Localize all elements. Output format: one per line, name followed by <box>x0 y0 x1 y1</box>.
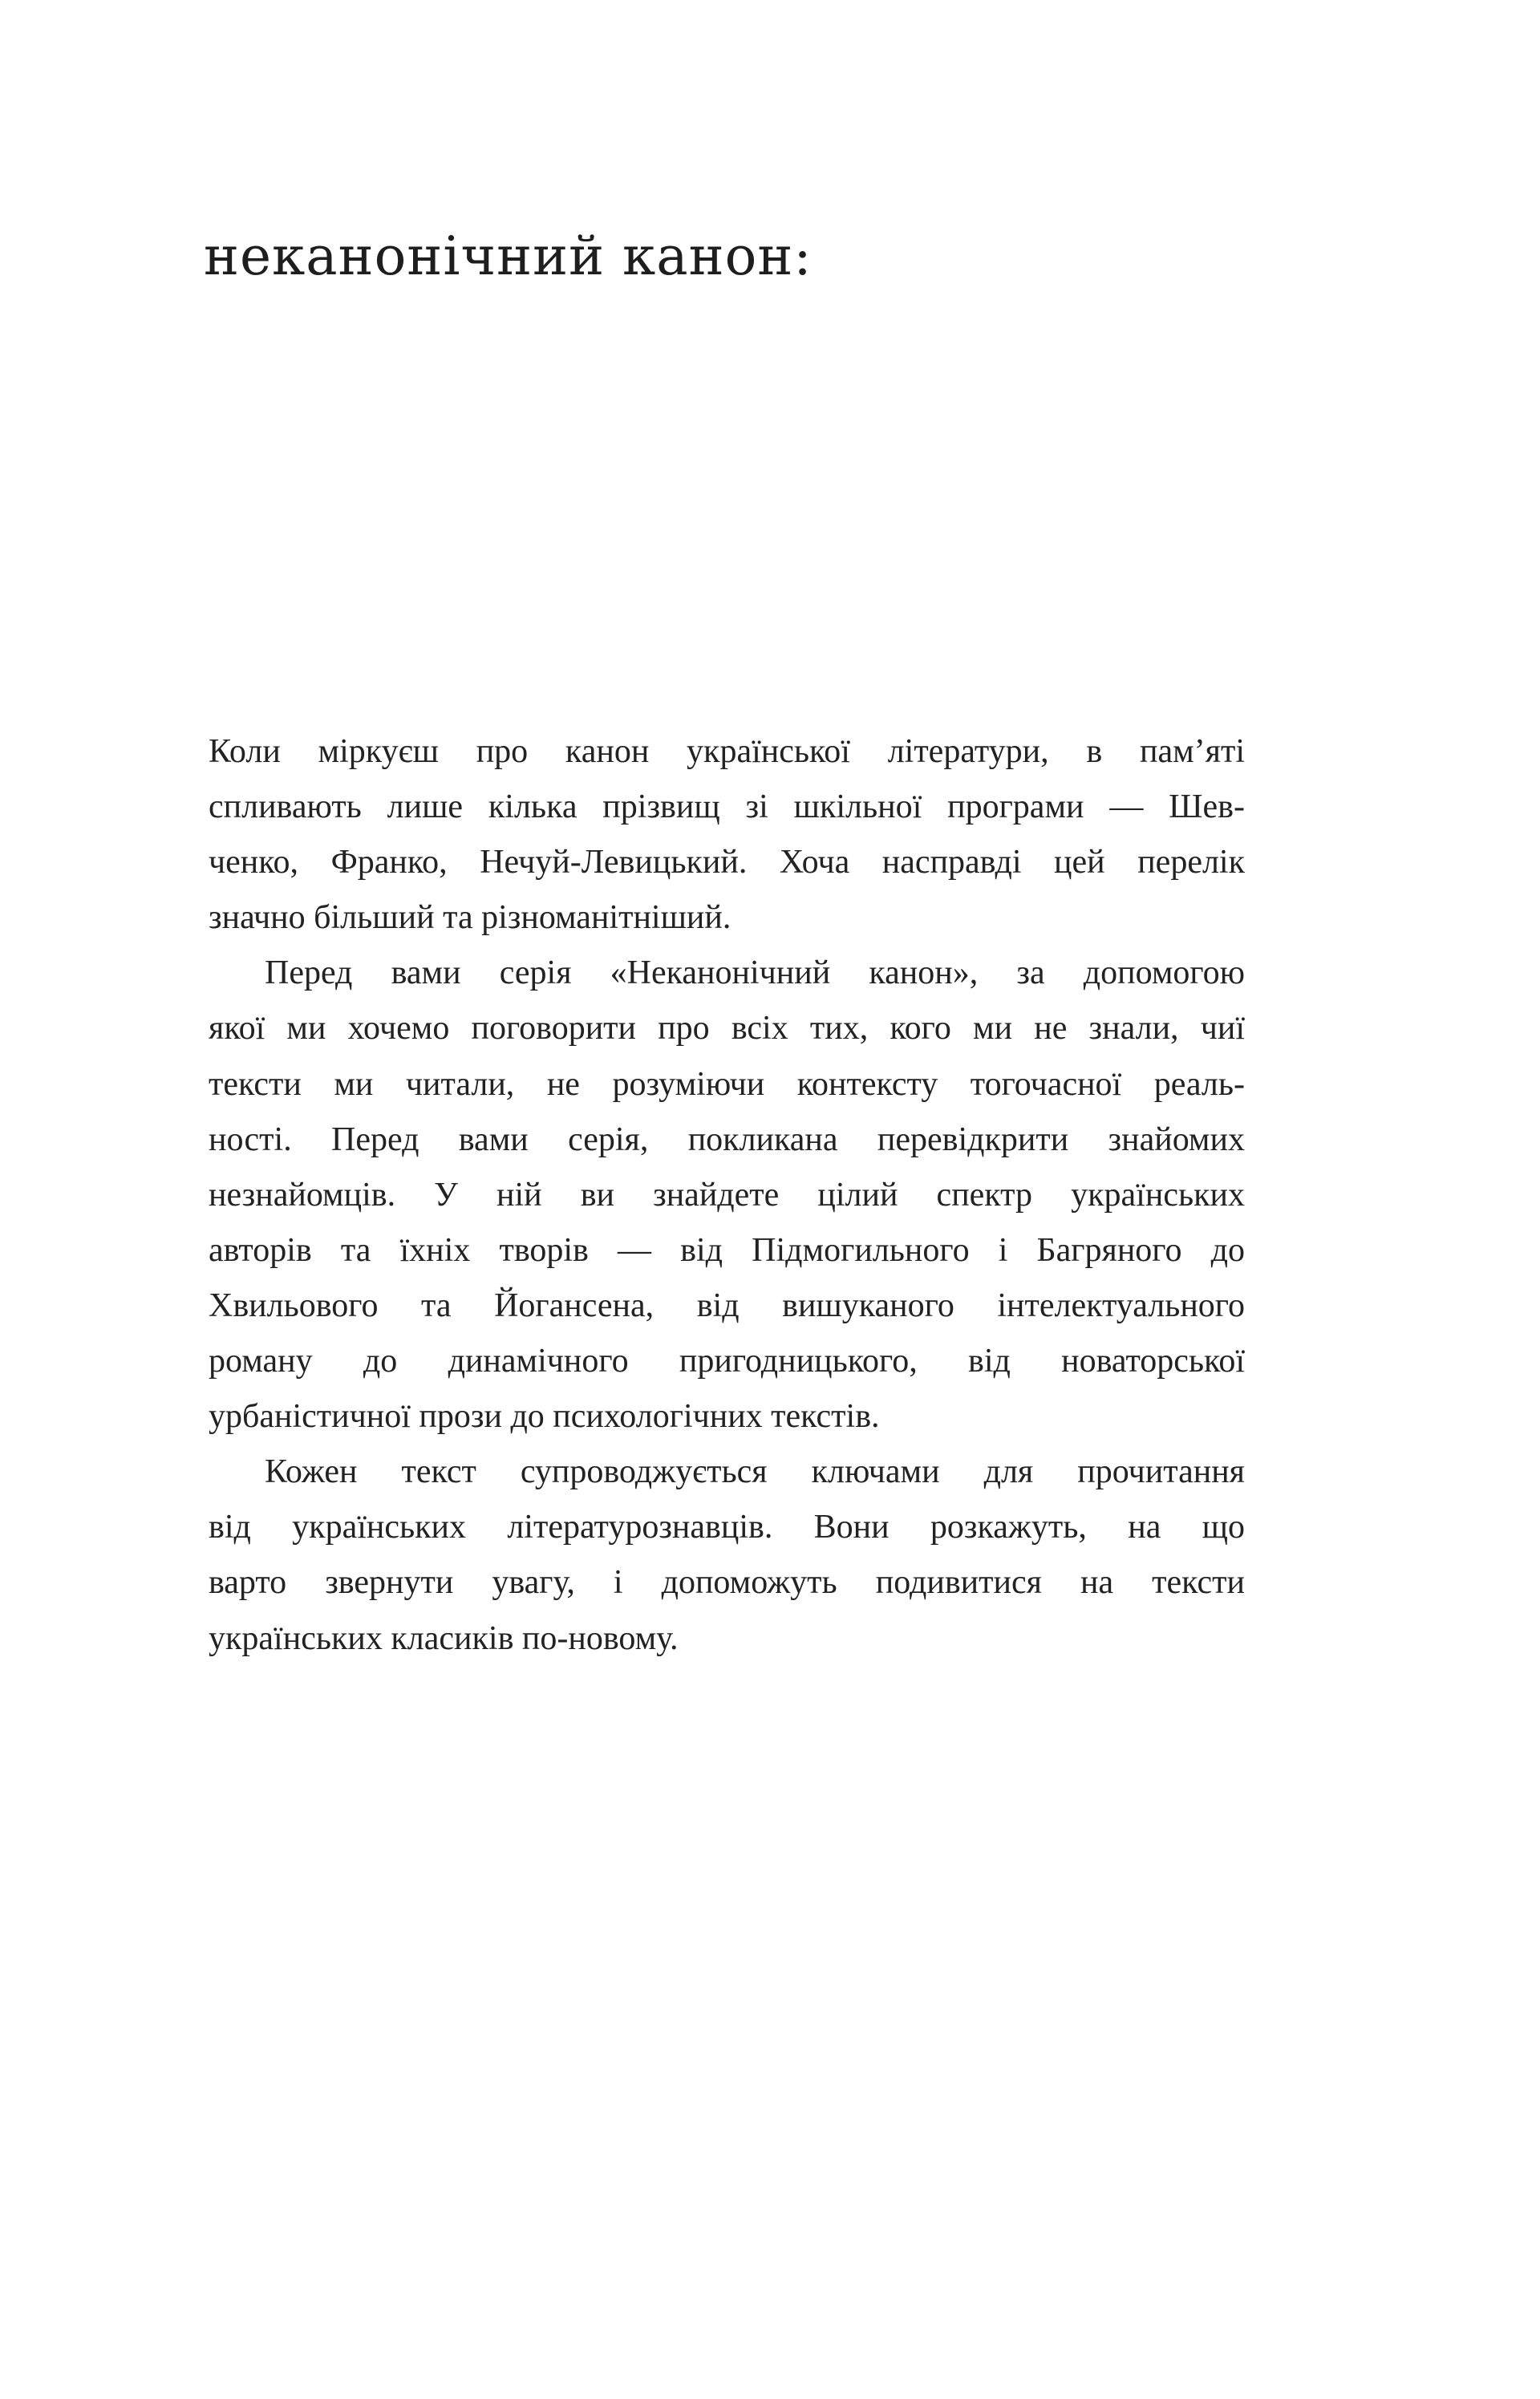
paragraph-1 <box>209 724 1245 946</box>
text-line: варто звернути увагу, і допоможуть подивитися на тексти <box>209 1564 1245 1602</box>
text-line: Кожен текст супроводжується ключами для прочитання <box>265 1453 1245 1491</box>
text-line: Перед вами серія «Неканонічний канон», за допомогою <box>265 954 1245 992</box>
paragraph-2 <box>209 946 1245 1445</box>
text-line: українських класиків по-новому. <box>209 1619 679 1657</box>
text-line: значно більший та різноманітніший. <box>209 899 732 937</box>
text-line: якої ми хочемо поговорити про всіх тих, кого ми не знали, чиї <box>209 1010 1245 1048</box>
text-line: роману до динамічного пригодницького, від новаторської <box>209 1343 1245 1380</box>
text-line: Хвильового та Йогансена, від вишуканого інтелектуального <box>209 1287 1245 1324</box>
text-line: авторів та їхніх творів — від Підмогильного і Багряного до <box>209 1231 1245 1269</box>
text-line: від українських літературознавців. Вони розкажуть, на що <box>209 1509 1245 1546</box>
text-line: урбаністичної прози до психологічних текстів. <box>209 1398 880 1436</box>
body-text <box>209 724 1245 1667</box>
text-line: спливають лише кілька прізвищ зі шкільної програми — Шев- <box>209 788 1245 826</box>
text-line: Коли міркуєш про канон української літератури, в пам’яті <box>209 733 1245 770</box>
paragraph-3 <box>209 1445 1245 1666</box>
text-line: тексти ми читали, не розуміючи контексту тогочасної реаль- <box>209 1065 1245 1103</box>
text-line: ності. Перед вами серія, покликана перевідкрити знайомих <box>209 1120 1245 1158</box>
text-line: ченко, Франко, Нечуй-Левицький. Хоча насправді цей перелік <box>209 844 1245 881</box>
page-heading: неканонічний канон: <box>204 225 813 287</box>
text-line: незнайомців. У ній ви знайдете цілий спектр українських <box>209 1176 1245 1214</box>
